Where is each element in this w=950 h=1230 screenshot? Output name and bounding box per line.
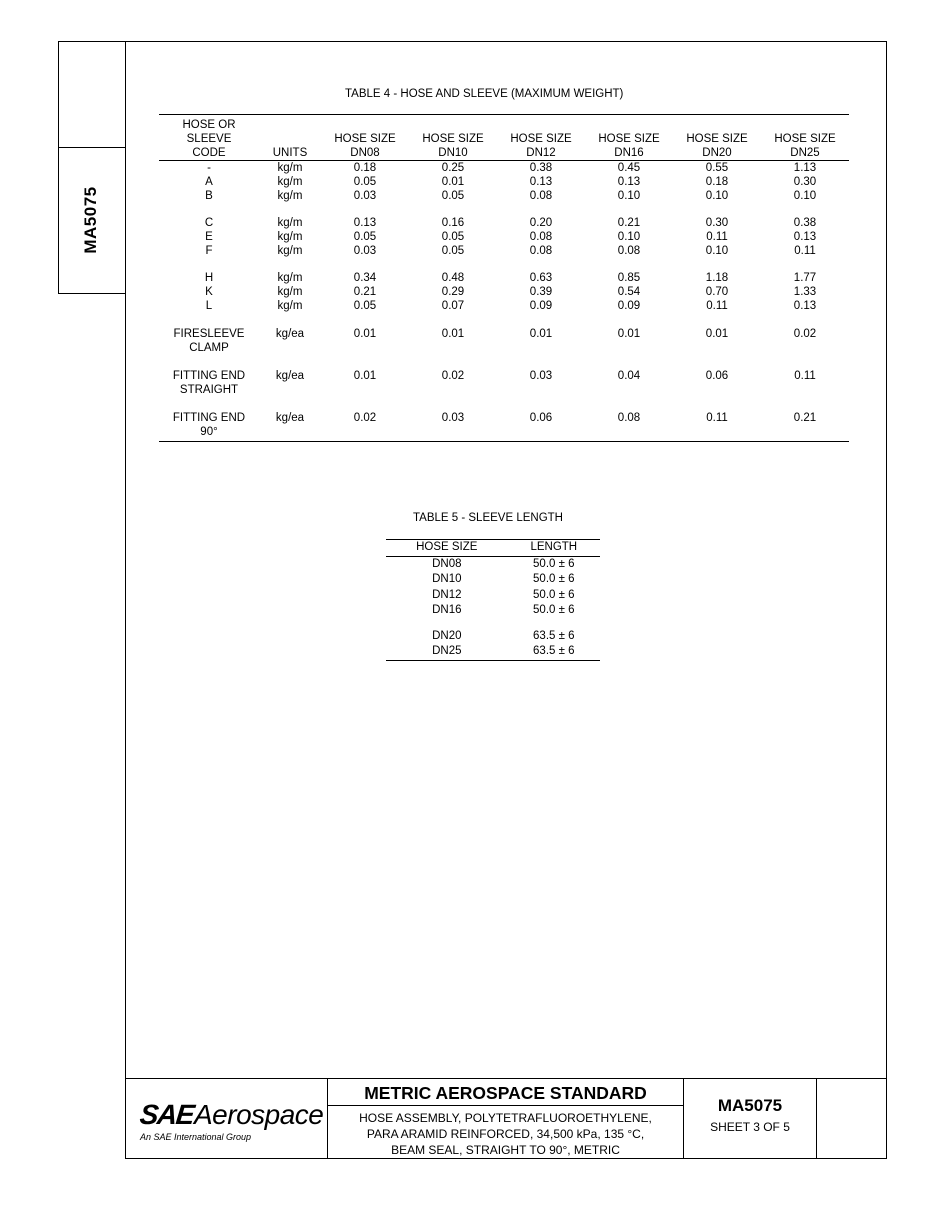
units-cell: kg/m xyxy=(277,245,303,258)
table-row xyxy=(159,161,849,176)
table-row xyxy=(386,588,600,604)
weight-cell: 0.01 xyxy=(441,176,465,189)
weight-cell: 0.01 xyxy=(705,328,729,341)
weight-cell: 0.07 xyxy=(441,300,465,313)
code-cell xyxy=(159,397,259,442)
weight-cell: 0.38 xyxy=(529,162,553,175)
code-cell xyxy=(159,313,259,355)
table-row xyxy=(386,629,600,645)
weight-cell: 0.03 xyxy=(353,190,377,203)
weight-cell: 0.34 xyxy=(353,272,377,285)
units-cell: kg/ea xyxy=(275,412,305,425)
code-cell: - xyxy=(207,162,211,175)
weight-cell: 0.06 xyxy=(705,370,729,383)
header-line: UNITS xyxy=(272,147,308,160)
table5-column-header: LENGTH xyxy=(530,541,578,553)
header-line: DN25 xyxy=(790,147,820,160)
table4-hose-sleeve-weight xyxy=(159,114,849,442)
weight-cell: 0.05 xyxy=(441,245,465,258)
units-cell: kg/m xyxy=(277,190,303,203)
code-cell: B xyxy=(205,190,213,203)
table5-header-row xyxy=(386,540,600,557)
weight-cell: 0.08 xyxy=(617,245,641,258)
units-cell: kg/m xyxy=(277,300,303,313)
table-row xyxy=(159,355,849,397)
table-row xyxy=(159,313,849,355)
weight-cell: 0.10 xyxy=(705,190,729,203)
table4-title: TABLE 4 - HOSE AND SLEEVE (MAXIMUM WEIGHT) xyxy=(345,88,624,100)
weight-cell: 0.10 xyxy=(793,190,817,203)
hose-size-cell: DN12 xyxy=(432,588,462,601)
header-line: DN08 xyxy=(350,147,380,160)
weight-cell: 0.48 xyxy=(441,272,465,285)
code-line: FITTING END xyxy=(172,370,246,383)
weight-cell: 0.25 xyxy=(441,162,465,175)
side-tab xyxy=(58,41,126,294)
aerospace-logo-text: Aerospace xyxy=(194,1099,324,1130)
weight-cell: 1.18 xyxy=(705,272,729,285)
code-line: FIRESLEEVE xyxy=(173,328,245,341)
code-line: CLAMP xyxy=(189,342,229,355)
code-cell: L xyxy=(205,300,213,313)
weight-cell: 0.03 xyxy=(441,412,465,425)
weight-cell: 0.05 xyxy=(441,231,465,244)
description-line: PARA ARAMID REINFORCED, 34,500 kPa, 135 °C, xyxy=(366,1127,645,1141)
weight-cell: 0.03 xyxy=(529,370,553,383)
weight-cell: 0.11 xyxy=(706,231,728,244)
weight-cell: 0.09 xyxy=(529,300,553,313)
table-row xyxy=(159,299,849,313)
code-cell: H xyxy=(204,272,214,285)
weight-cell: 0.18 xyxy=(353,162,377,175)
units-cell: kg/ea xyxy=(275,370,305,383)
units-cell: kg/ea xyxy=(275,328,305,341)
header-line: HOSE SIZE xyxy=(422,133,484,146)
weight-cell: 0.13 xyxy=(793,231,817,244)
description-line: BEAM SEAL, STRAIGHT TO 90°, METRIC xyxy=(391,1143,620,1157)
code-line: FITTING END xyxy=(172,412,246,425)
header-line: HOSE OR xyxy=(182,119,236,131)
hose-size-cell: DN08 xyxy=(432,557,462,570)
table4-body xyxy=(159,161,849,442)
hose-size-cell: DN20 xyxy=(432,629,462,642)
code-cell: A xyxy=(205,176,213,189)
weight-cell: 1.33 xyxy=(793,286,817,299)
header-line: HOSE SIZE xyxy=(774,133,836,146)
table-row xyxy=(159,397,849,442)
weight-cell: 0.18 xyxy=(705,176,729,189)
code-cell: C xyxy=(204,217,214,230)
table-row xyxy=(159,175,849,189)
table4-header xyxy=(159,115,849,161)
weight-cell: 0.11 xyxy=(706,412,728,425)
weight-cell: 0.13 xyxy=(529,176,553,189)
header-line: HOSE SIZE xyxy=(686,133,748,146)
table-row xyxy=(386,603,600,619)
weight-cell: 0.08 xyxy=(529,190,553,203)
weight-cell: 0.16 xyxy=(441,217,465,230)
units-cell: kg/m xyxy=(277,272,303,285)
weight-cell: 0.85 xyxy=(617,272,641,285)
weight-cell: 0.05 xyxy=(353,300,377,313)
code-cell: F xyxy=(205,245,213,258)
sheet-number: SHEET 3 OF 5 xyxy=(710,1120,790,1134)
weight-cell: 0.05 xyxy=(441,190,465,203)
code-cell: E xyxy=(205,231,213,244)
weight-cell: 0.02 xyxy=(353,412,377,425)
table-row xyxy=(159,285,849,299)
hose-size-cell: DN25 xyxy=(432,645,462,658)
table-row xyxy=(159,189,849,203)
weight-cell: 0.29 xyxy=(441,286,465,299)
table-row xyxy=(159,230,849,244)
table-row xyxy=(159,244,849,258)
table5-sleeve-length xyxy=(386,539,600,661)
table5-title: TABLE 5 - SLEEVE LENGTH xyxy=(413,512,563,524)
length-cell: 50.0 ± 6 xyxy=(533,557,575,570)
units-cell: kg/m xyxy=(277,162,303,175)
weight-cell: 0.02 xyxy=(793,328,817,341)
weight-cell: 0.11 xyxy=(794,370,816,383)
weight-cell: 0.01 xyxy=(353,370,377,383)
weight-cell: 0.10 xyxy=(617,231,641,244)
revision-cell xyxy=(817,1079,887,1159)
header-line: HOSE SIZE xyxy=(334,133,396,146)
weight-cell: 0.20 xyxy=(529,217,553,230)
units-cell: kg/m xyxy=(277,231,303,244)
table4-column-header xyxy=(497,115,585,161)
weight-cell: 0.05 xyxy=(353,231,377,244)
table4-column-header xyxy=(159,115,259,161)
units-cell: kg/m xyxy=(277,176,303,189)
table-row xyxy=(386,644,600,660)
code-cell: K xyxy=(205,286,213,299)
table5-column-header: HOSE SIZE xyxy=(416,541,478,553)
weight-cell: 0.09 xyxy=(617,300,641,313)
side-document-number: MA5075 xyxy=(81,186,100,254)
weight-cell: 0.08 xyxy=(529,245,553,258)
title-block xyxy=(125,1078,887,1159)
weight-cell: 0.13 xyxy=(617,176,641,189)
weight-cell: 0.30 xyxy=(793,176,817,189)
logo-tagline: An SAE International Group xyxy=(140,1132,252,1142)
table5-header xyxy=(386,540,600,557)
weight-cell: 0.01 xyxy=(529,328,553,341)
weight-cell: 0.01 xyxy=(617,328,641,341)
weight-cell: 0.11 xyxy=(706,300,728,313)
header-line: DN20 xyxy=(702,147,732,160)
weight-cell: 0.08 xyxy=(529,231,553,244)
table5-body xyxy=(386,556,600,660)
header-line: SLEEVE xyxy=(186,133,232,146)
length-cell: 50.0 ± 6 xyxy=(533,604,575,617)
weight-cell: 0.30 xyxy=(705,217,729,230)
hose-size-cell: DN16 xyxy=(432,604,462,617)
table4-column-header xyxy=(321,115,409,161)
length-cell: 63.5 ± 6 xyxy=(533,629,575,642)
weight-cell: 0.55 xyxy=(705,162,729,175)
table4-spacer-row xyxy=(159,258,849,271)
weight-cell: 0.63 xyxy=(529,272,553,285)
spacer-cell xyxy=(386,619,600,629)
length-cell: 50.0 ± 6 xyxy=(533,573,575,586)
weight-cell: 0.39 xyxy=(529,286,553,299)
units-cell: kg/m xyxy=(277,286,303,299)
table4-column-header xyxy=(409,115,497,161)
weight-cell: 0.10 xyxy=(705,245,729,258)
spacer-cell xyxy=(159,203,849,216)
weight-cell: 0.45 xyxy=(617,162,641,175)
units-cell: kg/m xyxy=(277,217,303,230)
header-line: DN10 xyxy=(438,147,468,160)
spacer-cell xyxy=(159,258,849,271)
weight-cell: 0.10 xyxy=(617,190,641,203)
weight-cell: 1.77 xyxy=(793,272,817,285)
weight-cell: 0.21 xyxy=(617,217,641,230)
table5-spacer-row xyxy=(386,619,600,629)
standard-title: METRIC AEROSPACE STANDARD xyxy=(328,1082,683,1106)
header-line: HOSE SIZE xyxy=(598,133,660,146)
weight-cell: 0.38 xyxy=(793,217,817,230)
table4-column-header xyxy=(673,115,761,161)
table4-header-row xyxy=(159,115,849,161)
weight-cell: 0.08 xyxy=(617,412,641,425)
weight-cell: 0.11 xyxy=(794,245,816,258)
weight-cell: 0.54 xyxy=(617,286,641,299)
description-line: HOSE ASSEMBLY, POLYTETRAFLUOROETHYLENE, xyxy=(359,1111,652,1125)
weight-cell: 0.70 xyxy=(705,286,729,299)
header-line: DN12 xyxy=(526,147,556,160)
weight-cell: 0.01 xyxy=(441,328,465,341)
table-row xyxy=(159,271,849,285)
table4-spacer-row xyxy=(159,203,849,216)
title-cell xyxy=(328,1079,684,1159)
side-tab-divider xyxy=(59,147,126,148)
hose-size-cell: DN10 xyxy=(432,573,462,586)
table4-column-header xyxy=(585,115,673,161)
weight-cell: 0.21 xyxy=(353,286,377,299)
code-line: STRAIGHT xyxy=(179,384,239,397)
length-cell: 63.5 ± 6 xyxy=(533,645,575,658)
weight-cell: 0.04 xyxy=(617,370,641,383)
table-row xyxy=(159,216,849,230)
weight-cell: 0.06 xyxy=(529,412,553,425)
sae-logo: SAE xyxy=(138,1099,195,1130)
logo-cell xyxy=(125,1079,328,1159)
weight-cell: 1.13 xyxy=(793,162,817,175)
code-cell xyxy=(159,355,259,397)
table-row xyxy=(386,556,600,572)
length-cell: 50.0 ± 6 xyxy=(533,588,575,601)
weight-cell: 0.13 xyxy=(353,217,377,230)
document-number: MA5075 xyxy=(717,1096,783,1115)
weight-cell: 0.21 xyxy=(793,412,817,425)
weight-cell: 0.03 xyxy=(353,245,377,258)
weight-cell: 0.13 xyxy=(793,300,817,313)
weight-cell: 0.01 xyxy=(353,328,377,341)
table4-column-header xyxy=(761,115,849,161)
header-line: DN16 xyxy=(614,147,644,160)
table4-column-header xyxy=(259,115,321,161)
document-description xyxy=(328,1110,683,1158)
weight-cell: 0.02 xyxy=(441,370,465,383)
weight-cell: 0.05 xyxy=(353,176,377,189)
header-line: HOSE SIZE xyxy=(510,133,572,146)
doc-number-cell xyxy=(684,1079,817,1159)
code-line: 90° xyxy=(200,426,218,439)
table-row xyxy=(386,572,600,588)
header-line: CODE xyxy=(192,147,226,160)
